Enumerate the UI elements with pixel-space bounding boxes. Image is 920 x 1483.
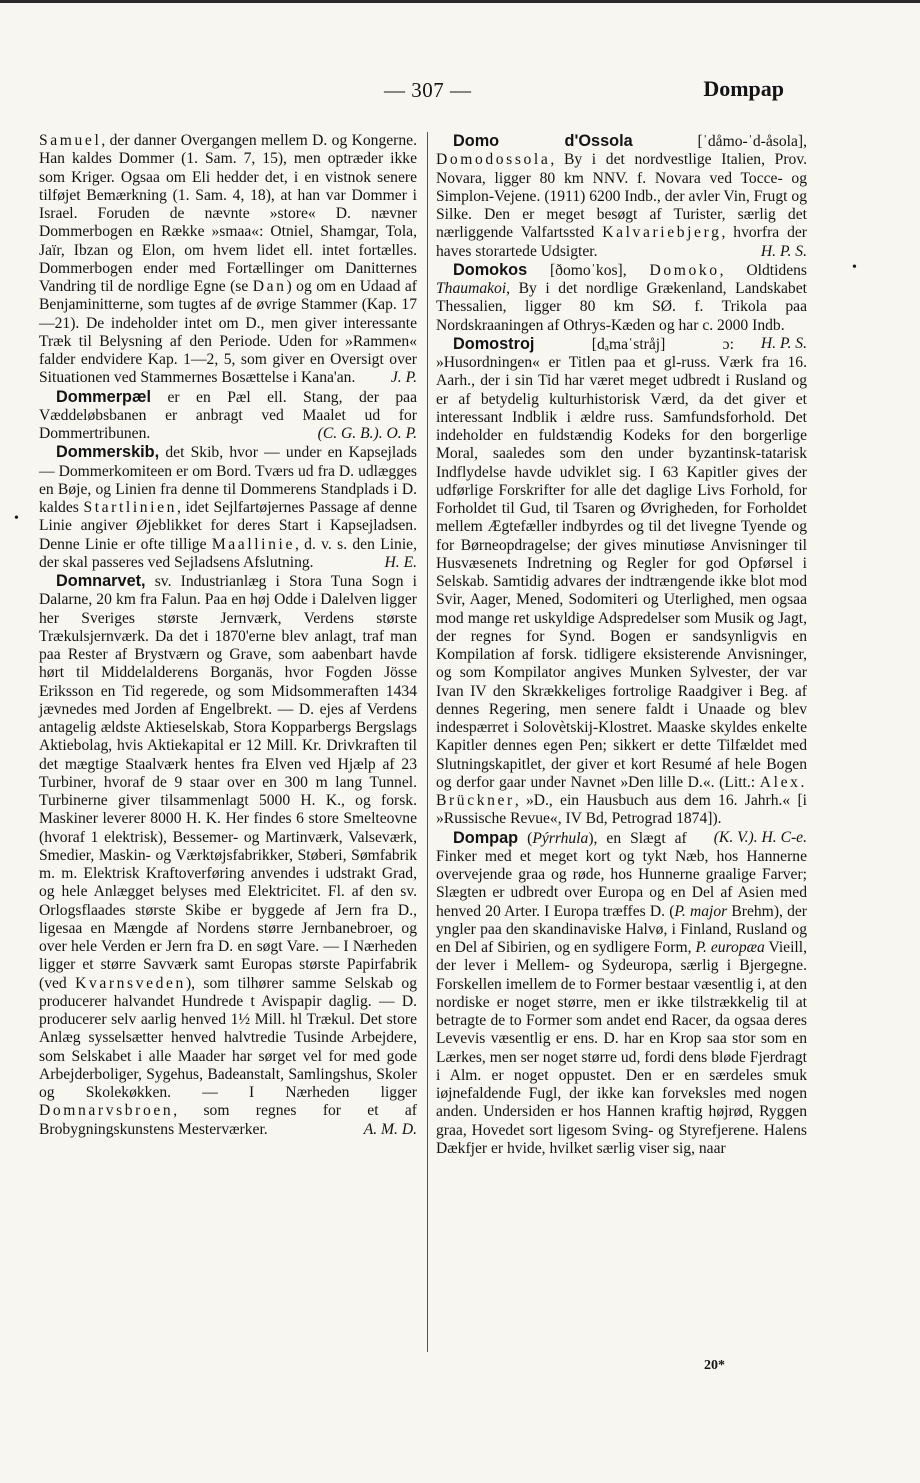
entry-domo-dossola: Domo d'Ossola [ˈdåmo-ˈd-åsola], Domodossola, By i det nordvestlige Italien, Prov. Novara, ligger 80 km NNV. f. Novara ved Tocce- og Simplon-Vejene. (1911) 6200 Indb., der avler Vin, Frugt og Silke. Den er meget besøgt af Turister, særlig det nærliggende Valfartssted Kalvariebjerg, hvorfra der haves storartede Udsigter. H. P. S. bbox=[436, 132, 808, 260]
margin-bullet: • bbox=[14, 511, 19, 526]
headword: Domnarvet, bbox=[56, 572, 146, 590]
author-signature: H. P. S. bbox=[760, 334, 807, 352]
right-column bbox=[436, 132, 807, 1158]
author-signature: (K. V.). H. C-e. bbox=[713, 828, 807, 846]
headword: Dommerpæl bbox=[56, 387, 151, 406]
entry-dompap: Dompap (Pýrrhula), en Slægt af Finker med et meget kort og tykt Næb, hos Hannerne overvejende graa og røde, hos Hunnerne graalige Farver; Slægten er udbredt over Europa og en Del af Asien med henved 20 Arter. I Europa træffes D. (P. major Brehm), der yngler paa den skandinaviske Halvø, i Finland, Rusland og en Del af Sibirien, og en sydligere Form, P. europæa Vieill, der lever i Mellem- og Sydeuropa, særlig i Bjergegne. Forskellen imellem de to Former bestaar væsentlig i, at den nordiske er noget større, men er ikke tilstrækkelig til at betragte de to Former som andet end Racer, da ogsaa deres Levevis væsentlig er ens. D. har en Krop saa stor som en Lærkes, men ser noget større ud, fordi dens bløde Fjerdragt i Alm. er noget oppustet. Den er en særdeles smuk iøjnefaldende Fugl, der ikke kan forveksles med nogen anden. Undersiden er hos Hannen kraftig højrød, Ryggen graa, Hovedet sort ligesom Sving- og Styrefjerene. Halens Dækfjer er hvide, hvilket særlig viser sig, naar bbox=[436, 828, 807, 1157]
author-signature: (C. G. B.). O. P. bbox=[317, 425, 417, 442]
author-signature: H. P. S. bbox=[760, 242, 807, 260]
running-head: Dompap bbox=[703, 76, 784, 101]
sheet-signature-mark: 20* bbox=[704, 1358, 725, 1373]
margin-bullet: • bbox=[852, 260, 857, 275]
entry-dommerpael: Dommerpæl er en Pæl ell. Stang, der paa Væddeløbsbanen er anbragt ved Maalet ud for Dommertribunen. (C. G. B.). O. P. bbox=[39, 387, 417, 442]
top-rule bbox=[0, 0, 920, 3]
entry-domokos: Domokos [ðomoˈkos], Domoko, Oldtidens Thaumakoi, By i det nordlige Grækenland, Landskabet Thessalien, ligger 80 km SØ. f. Trikola paa Nordskraaningen af Othrys-Kæden og har c. 2000 Indb. H. P. S. bbox=[436, 260, 807, 352]
entry-domostroj: Domostroj [dₐmaˈstråj] ɔ: »Husordningen« er Titlen paa et gl-russ. Værk fra 16. Aarh., der i sin Tid har været meget udbredt i Rusland og er af betydelig kulturhistorisk Værd, da det giver et interessant Indblik i ældre russ. Samfundsforhold. Det indeholder en fuldstændig Kodeks for den borgerlige Moral, saaledes som den under byzantinsk-tatarisk Indflydelse havde udviklet sig. I 63 Kapitler gives der udførlige Forskrifter for alle det daglige Livs Forhold, for Forholdet til Gud, til Tsaren og Øvrigheden, for Forholdet mellem Ægtefæller indbyrdes og til det livegne Tyende og for Børneopdragelse; der gives minutiøse Anvisninger til Husvæsenets Indretning og Regler for god Opførsel i Selskab. Samtidig advares der indtrængende ikke blot mod Svir, Aager, Mened, Sodomiteri og Uterlighed, men ogsaa mod mange ret uskyldige Adspredelser som Musik og Jagt, der regnes for Synd. Bogen er sandsynligvis en Kompilation af forsk. tidligere eksisterende Anvisninger, og som Kompilator angives Munken Sylvester, der var Ivan IV den Skrækkeliges fortrolige Raadgiver i Beg. af dennes Regering, men senere faldt i Unaade og blev indespærret i Solovètskij-Klostret. Maaske skyldes enkelte Kapitler dennes egen Pen; sikkert er dette Tilfældet med Slutningskapitlet, der giver et kort Resumé af hele Bogen og derfor gaar under Navnet »Den lille D.«. (Litt.: Alex. Brückner, »D., ein Hausbuch aus dem 16. Jahrh.« [i »Russische Revue«, IV Bd, Petrograd 1874]). (K. V.). H. C-e. bbox=[436, 334, 807, 846]
author-signature: J. P. bbox=[390, 369, 417, 387]
headword: Dompap bbox=[453, 828, 519, 847]
headword: Domo d'Ossola bbox=[453, 132, 633, 150]
entry-domnarvet: Domnarvet, sv. Industrianlæg i Stora Tuna Sogn i Dalarne, 20 km fra Falun. Paa en høj Odde i Dalelven ligger her Sveriges største Jernværk, Verdens største Trækulsjernværk. Da det i 1870'erne blev anlagt, traf man paa Rester af Brystværn og Grave, som aabenbart havde hørt til Middelalderens Borganäs, hvor Fogden Jösse Eriksson en Tid regerede, og som Midsommeraften 1434 jævnedes med Jorden af Engelbrekt. — D. ejes af Verdens antagelig ældste Aktieselskab, Stora Kopparbergs Bergslags Aktiebolag, hvis Aktiekapital er 12 Mill. Kr. Drivkraften til det mægtige Staalværk hentes fra Elven ved Hjælp af 23 Turbiner, hvoraf de 9 staar over en 300 m lang Tunnel. Turbinerne giver tilsammenlagt 5000 H. K., og forsk. Maskiner leverer 8000 H. K. Her findes 6 store Smelteovne (hvoraf 1 elektrisk), Bessemer- og Martinværk, Valseværk, Smedier, Maskin- og Værktøjsfabrikker, Støberi, Sømfabrik m. m. Elektrisk Kraftoverføring anvendes i udstrakt Grad, og hele Anlægget belyses med Elektricitet. Fl. af den sv. Orlogsflaades største Skibe er byggede af Jern fra D., ligesaa en Mængde af Nordens større Jernbanebroer, og over hele Verden er Jern fra D. en søgt Vare. — I Nærheden ligger et større Savværk samt Europas største Papirfabrik (ved Kvarnsveden), som tilhører samme Selskab og producerer halvandet Hundrede t Avispapir daglig. — D. producerer selv aarlig henved 1½ Mill. hl Trækul. Det store Anlæg sysselsætter henved halvtredie Tusinde Arbejdere, som Selskabet i alle Maader har sørget vel for med gode Arbejderboliger, Sygehus, Badeanstalt, Samlingshus, Skoler og Skolekøkken. — I Nærheden ligger Domnarvsbroen, som regnes for et af Brobygningskunstens Mesterværker. A. M. D. bbox=[39, 572, 418, 1138]
author-signature: A. M. D. bbox=[363, 1120, 417, 1138]
headword: Domokos bbox=[453, 260, 528, 279]
entry-dommer-continued: Samuel, der danner Overgangen mellem D. og Kongerne. Han kaldes Dommer (1. Sam. 7, 15), men optræder ikke som Kriger. Ogsaa om Eli hedder det, i en vistnok senere tilføjet Bemærkning (1. Sam. 4, 18), at han var Dommer i Israel. Foruden de nævnte »store« D. nævner Dommerbogen en Række »smaa«: Otniel, Shamgar, Tola, Jaïr, Ibzan og Elon, om hvem lidet ell. intet fortælles. Dommerbogen ender med Fortællinger om Danitternes Vandring til de nordlige Egne (se Dan) og om en Udaad af Benjaminitterne, som tugtes af de øvrige Stammer (Kap. 17—21). De indeholder intet om D., men giver interessante Træk til Belysning af den Periode. Uden for »Rammen« falder endvidere Kap. 1—2, 5, som giver en Oversigt over Situationen ved Stammernes Bosættelse i Kana'an. J. P. bbox=[39, 132, 417, 387]
column-rule bbox=[427, 132, 428, 1352]
headword: Domostroj bbox=[453, 334, 535, 353]
headword: Dommerskib, bbox=[56, 443, 160, 462]
author-signature: H. E. bbox=[384, 553, 417, 571]
page-number: — 307 — bbox=[384, 78, 472, 102]
entry-dommerskib: Dommerskib, det Skib, hvor — under en Kapsejlads — Dommerkomiteen er om Bord. Tværs ud fra D. udlægges en Bøje, og Linien fra denne til Dommerens Standplads i D. kaldes Startlinien, idet Sejlfartøjernes Passage af denne Linie angiver Øjeblikket for deres Start i Kapsejladsen. Denne Linie er ofte tillige Maallinie, d. v. s. den Linie, der skal passeres ved Sejladsens Afslutning. H. E. bbox=[39, 443, 417, 571]
left-column bbox=[39, 132, 417, 1139]
